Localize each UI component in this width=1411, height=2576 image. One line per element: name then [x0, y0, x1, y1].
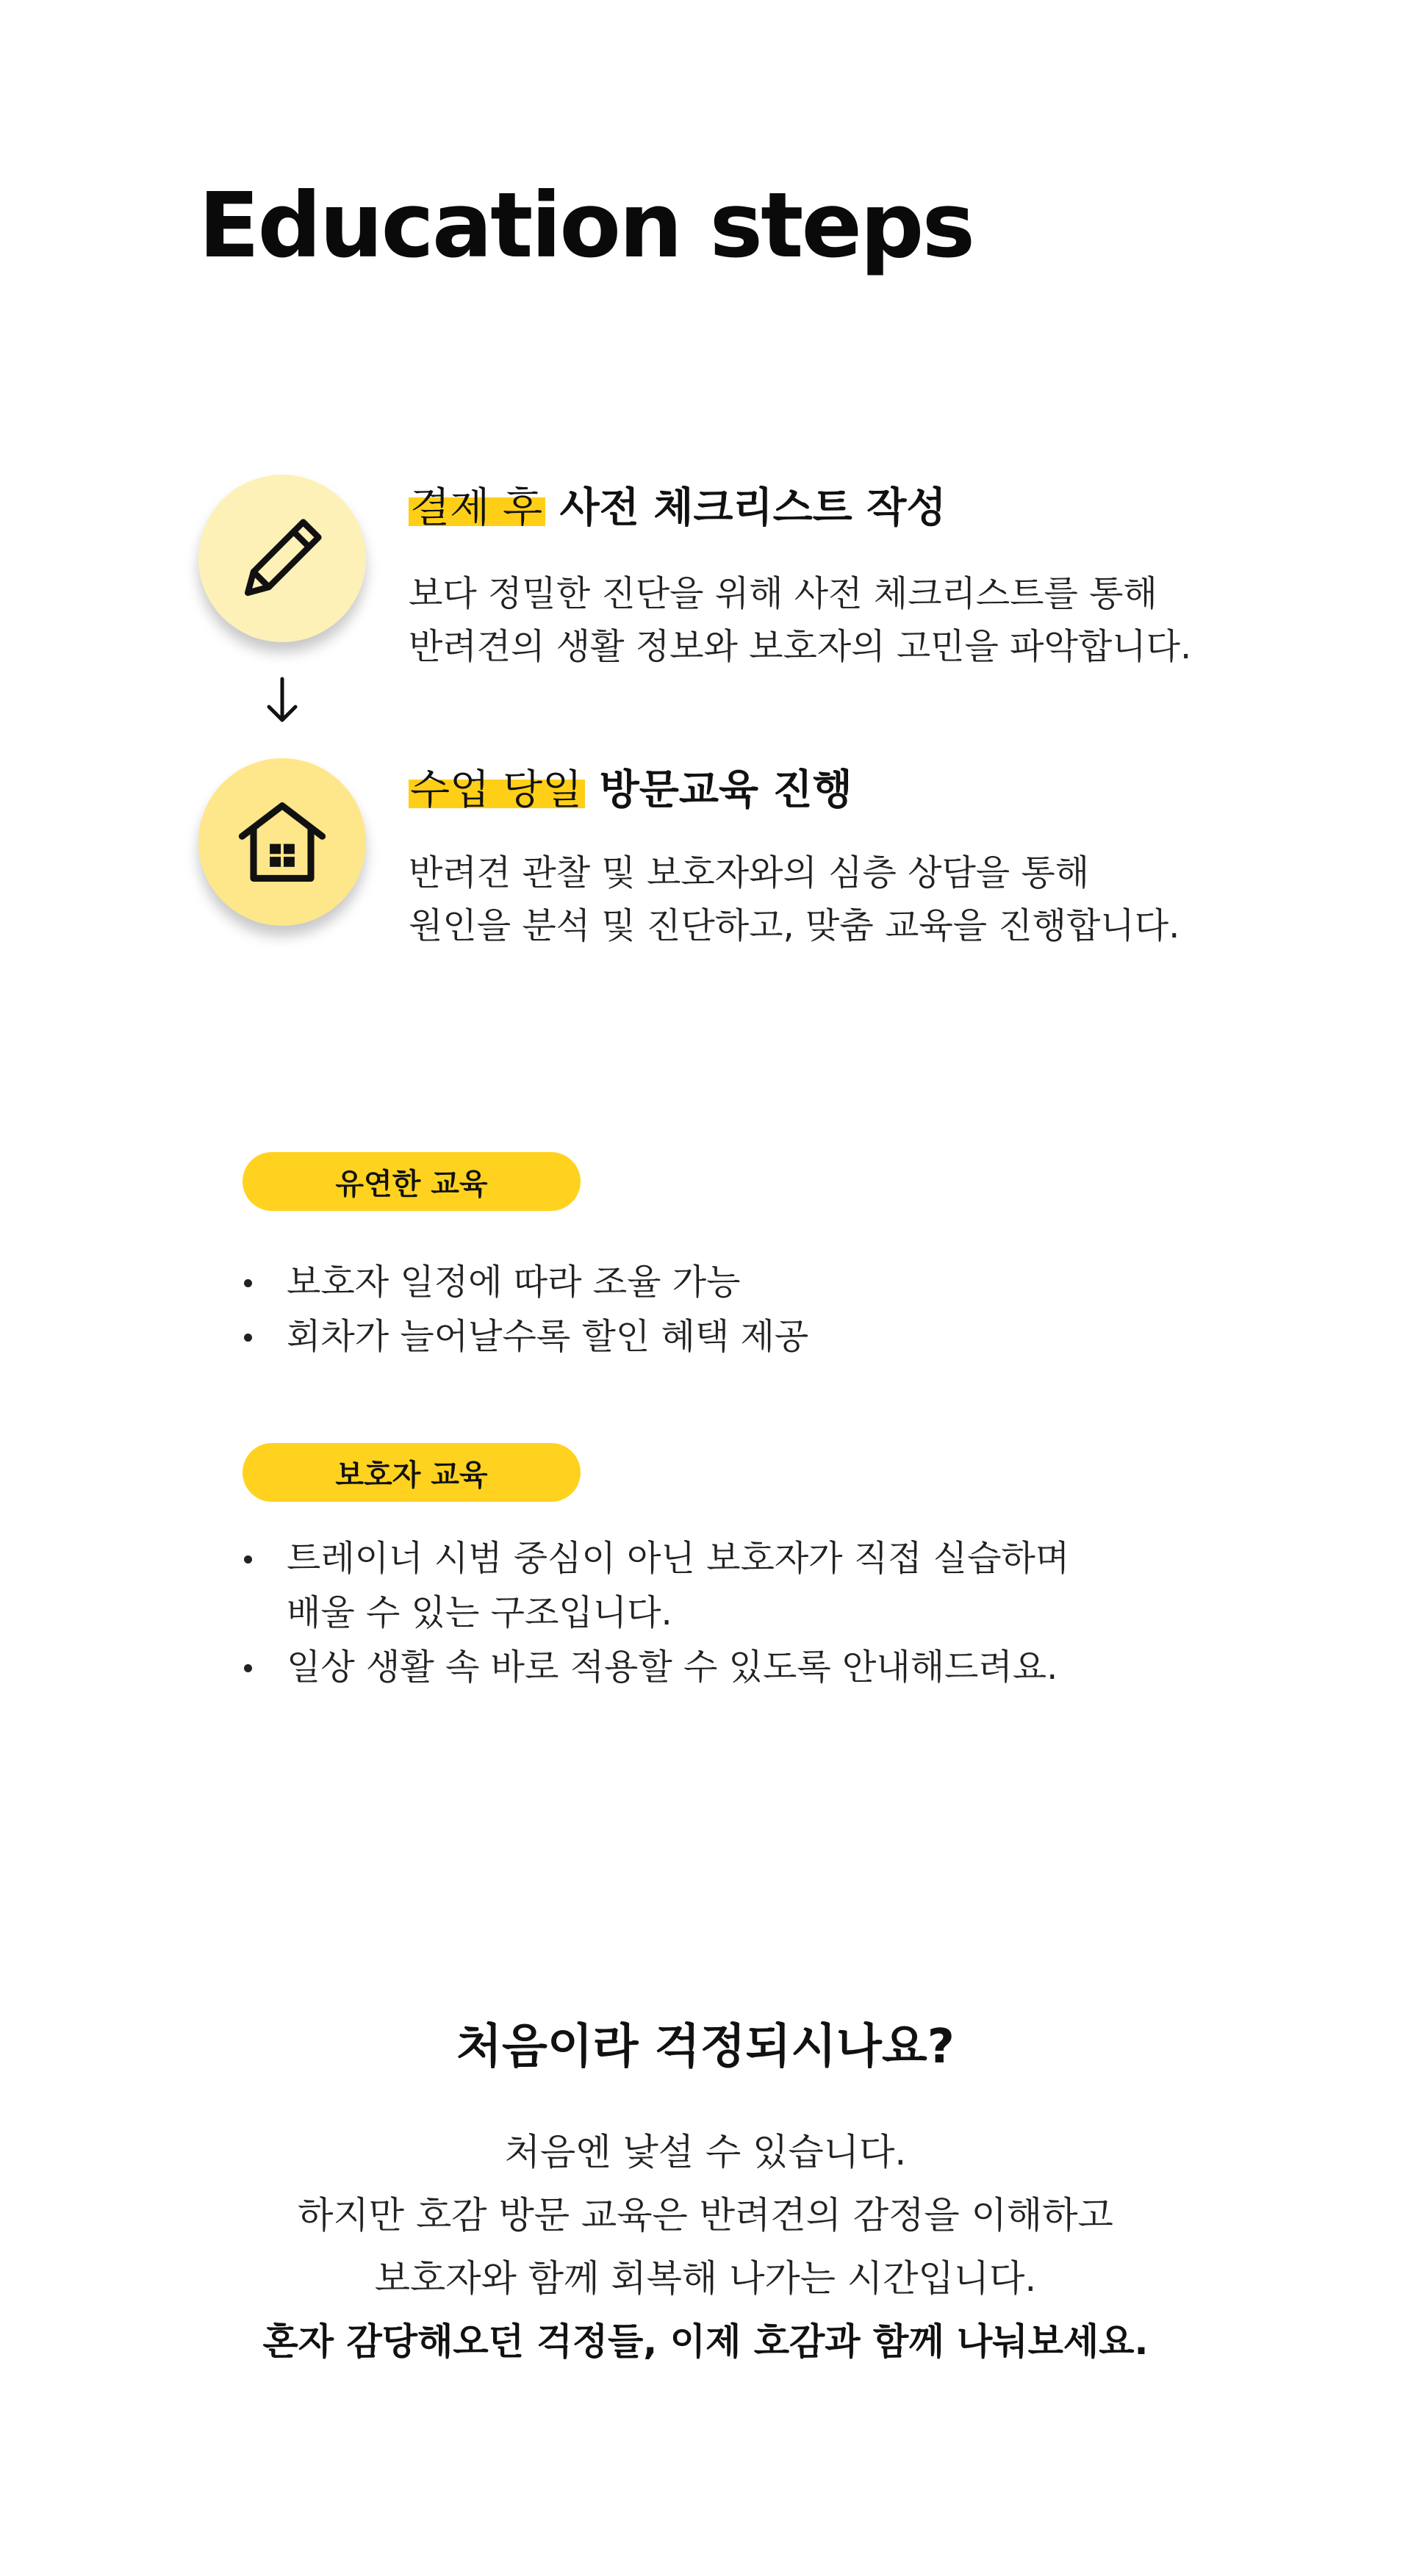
step-2-title-text: 방문교육 진행: [585, 766, 852, 814]
step-2-title-highlight: 수업 당일: [409, 766, 585, 814]
step-2-title: [409, 766, 852, 815]
step-2-desc-line-2: 원인을 분석 및 진단하고, 맞춤 교육을 진행합니다.: [409, 905, 1180, 946]
guardian-education-badge: 보호자 교육: [243, 1443, 581, 1502]
closing-text: [0, 2120, 1411, 2373]
step-1-icon-circle: [198, 475, 366, 642]
closing-title: 처음이라 걱정되시나요?: [456, 2020, 955, 2074]
step-1-desc-line-2: 반려견의 생활 정보와 보호자의 고민을 파악합니다.: [409, 626, 1192, 667]
list-item: 보호자 일정에 따라 조율 가능: [241, 1255, 808, 1309]
house-icon: [234, 794, 330, 890]
step-1-title-highlight: 결제 후: [409, 484, 545, 532]
flexible-education-badge: 유연한 교육: [243, 1152, 581, 1211]
page-title: Education steps: [198, 173, 974, 278]
step-1-desc-line-1: 보다 정밀한 진단을 위해 사전 체크리스트를 통해: [409, 573, 1157, 614]
flexible-education-list: [241, 1255, 808, 1364]
step-2-icon-circle: [198, 758, 366, 926]
step-1-title: [409, 483, 946, 533]
closing-line-3: 보호자와 함께 회복해 나가는 시간입니다.: [374, 2257, 1037, 2300]
closing-line-1: 처음엔 낯설 수 있습니다.: [504, 2131, 907, 2173]
guardian-education-list: [241, 1531, 1069, 1694]
list-item: 일상 생활 속 바로 적용할 수 있도록 안내해드려요.: [241, 1640, 1069, 1694]
step-1-description: [409, 567, 1191, 673]
list-item: 트레이너 시범 중심이 아닌 보호자가 직접 실습하며 배울 수 있는 구조입니다.: [241, 1531, 1069, 1640]
list-item: 회차가 늘어날수록 할인 혜택 제공: [241, 1309, 808, 1364]
step-1-title-text: 사전 체크리스트 작성: [545, 484, 947, 532]
closing-line-4: 혼자 감당해오던 걱정들, 이제 호감과 함께 나눠보세요.: [262, 2320, 1149, 2363]
step-2-desc-line-1: 반려견 관찰 및 보호자와의 심층 상담을 통해: [409, 852, 1090, 893]
closing-line-2: 하지만 호감 방문 교육은 반려견의 감정을 이해하고: [298, 2194, 1113, 2237]
step-2-description: [409, 846, 1180, 952]
pencil-icon: [234, 511, 330, 606]
